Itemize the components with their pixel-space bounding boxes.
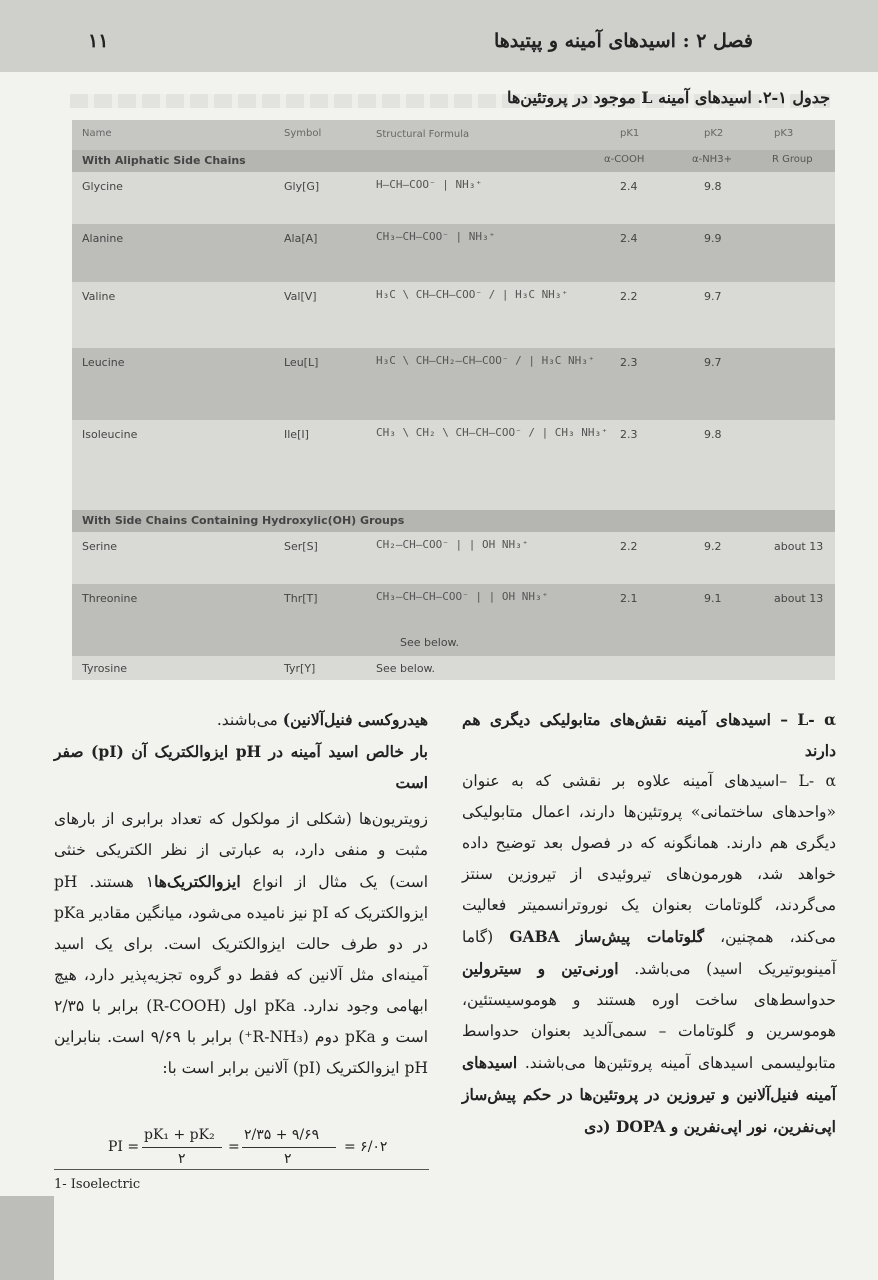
paragraph [54, 704, 428, 736]
header-name: Name [82, 128, 112, 139]
cell-pk1: 2.3 [620, 428, 638, 441]
cell-see-below: See below. [400, 636, 460, 649]
cell-pk1: 2.4 [620, 232, 638, 245]
cell-formula: CH₂—CH—COO⁻ | | OH NH₃⁺ [376, 538, 529, 551]
header-formula: Structural Formula [376, 129, 470, 140]
formula-denominator: ۲ [284, 1151, 292, 1167]
formula-numerator: pK₁ + pK₂ [144, 1127, 215, 1143]
cell-symbol: Val[V] [284, 290, 317, 303]
amino-acid-table [72, 120, 835, 680]
cell-pk1: 2.2 [620, 290, 638, 303]
cell-name: Alanine [82, 232, 124, 245]
subheader-r-group: R Group [772, 154, 813, 165]
cell-pk2: 9.8 [704, 180, 722, 193]
fraction-bar [242, 1147, 336, 1148]
text-run: می‌باشند. [216, 711, 283, 729]
page-edge-band [0, 1196, 54, 1280]
header-pk1: pK1 [620, 128, 640, 139]
table-row-valine [72, 282, 835, 348]
fraction-bar [142, 1147, 222, 1148]
cell-formula: CH₃—CH—COO⁻ | NH₃⁺ [376, 230, 496, 243]
text-run: حدواسط‌های ساخت اوره هستند و هوموسیستئین، هوموسرین و گلوتامات – سمی‌آلدید بعنوان حدواسط متابولیسمی اسیدهای آمینه پروتئین‌ها می‌باشند. [462, 991, 836, 1072]
section-heading: بار خالص اسید آمینه در pH ایزوالکتریک آن (pI) صفر است [54, 742, 428, 792]
table-caption: جدول ۱-۲. اسیدهای آمینه L موجود در پروتئین‌ها [506, 88, 830, 107]
cell-pk2: 9.7 [704, 356, 722, 369]
cell-pk1: 2.3 [620, 356, 638, 369]
formula-equals: = [228, 1139, 240, 1155]
subheader-alpha-cooh: α-COOH [604, 154, 645, 165]
cell-name: Serine [82, 540, 118, 553]
header-pk2: pK2 [704, 128, 724, 139]
cell-formula: See below. [376, 662, 436, 675]
bold-run: اسیدهای آمینه فنیل‌آلانین و تیروزین در پروتئین‌ها در حکم پیش‌ساز اپی‌نفرین، نور اپی‌نفرین و DOPA (دی [462, 1053, 836, 1136]
section-heading: L- α – اسیدهای آمینه نقش‌های متابولیکی دیگری هم دارند [462, 710, 836, 760]
cell-symbol: Tyr[Y] [284, 662, 316, 675]
left-column [54, 704, 428, 1084]
footnote: 1- Isoelectric [54, 1177, 141, 1192]
cell-symbol: Ile[I] [284, 428, 309, 441]
bold-run: گلوتامات پیش‌ساز GABA [509, 927, 705, 946]
cell-pk1: 2.1 [620, 592, 638, 605]
cell-pk1: 2.4 [620, 180, 638, 193]
cell-pk2: 9.9 [704, 232, 722, 245]
footnote-rule [54, 1169, 429, 1170]
cell-symbol: Thr[T] [284, 592, 318, 605]
cell-pk2: 9.7 [704, 290, 722, 303]
text-run: (گاما آمینوبوتیریک اسید) می‌باشد. [462, 928, 836, 978]
cell-name: Glycine [82, 180, 123, 193]
cell-pk1: 2.2 [620, 540, 638, 553]
cell-formula: CH₃—CH—CH—COO⁻ | | OH NH₃⁺ [376, 590, 549, 603]
table-row-tyrosine [72, 656, 835, 680]
cell-symbol: Ala[A] [284, 232, 318, 245]
cell-pk3: about 13 [774, 540, 824, 553]
cell-name: Threonine [82, 592, 138, 605]
table-row-alanine [72, 224, 835, 282]
cell-symbol: Ser[S] [284, 540, 318, 553]
paragraph [54, 804, 428, 1084]
text-run: L- α –اسیدهای آمینه علاوه بر نقشی که به عنوان «واحدهای ساختمانی» پروتئین‌ها دارند، اعمال متابولیکی دیگری هم دارند. همانگونه که در فصول بعد توضیح داده خواهد شد، هورمون‌های تیروئیدی از تیروزین سنتز می‌گردند، گلوتامات بعنوان یک نوروترانسمیتر فعالیت می‌کند، همچنین، [462, 772, 836, 946]
page-number: ۱۱ [88, 30, 109, 52]
bold-run: هیدروکسی فنیل‌آلانین) [282, 710, 428, 729]
formula-denominator: ۲ [178, 1151, 186, 1167]
table-row-serine [72, 532, 835, 584]
cell-pk2: 9.2 [704, 540, 722, 553]
chapter-title: فصل ۲ : اسیدهای آمینه و پپتیدها [493, 30, 753, 52]
table-header-row [72, 120, 835, 150]
text-run: ۱ هستند. pH ایزوالکتریک که pI نیز نامیده می‌شود، میانگین مقادیر pKa در دو طرف حالت ایزوالکتریک است. برای یک اسید آمینه‌ای مثل آلانین که فقط دو گروه تجزیه‌پذیر دارد، هیچ ابهامی وجود ندارد. pKa اول (R-COOH) برابر با ۲/۳۵ است و pKa دوم (R-NH₃⁺) برابر با ۹/۶۹ است. بنابراین pH ایزوالکتریک (pI) آلانین برابر است با: [54, 873, 428, 1077]
cell-formula: CH₃ \ CH₂ \ CH—CH—COO⁻ / | CH₃ NH₃⁺ [376, 426, 608, 439]
table-row-threonine [72, 584, 835, 656]
cell-pk2: 9.1 [704, 592, 722, 605]
cell-pk3: about 13 [774, 592, 824, 605]
table-row-isoleucine [72, 420, 835, 510]
cell-symbol: Gly[G] [284, 180, 320, 193]
cell-formula: H₃C \ CH—CH₂—CH—COO⁻ / | H₃C NH₃⁺ [376, 354, 595, 367]
formula-result: = ۶/۰۲ [344, 1139, 388, 1155]
table-row-glycine [72, 172, 835, 224]
cell-name: Tyrosine [82, 662, 128, 675]
paragraph [462, 766, 836, 1143]
cell-formula: H₃C \ CH—CH—COO⁻ / | H₃C NH₃⁺ [376, 288, 569, 301]
right-column [462, 704, 836, 1143]
header-symbol: Symbol [284, 128, 322, 139]
bold-run: اورنی‌تین و سیترولین [462, 959, 619, 978]
cell-symbol: Leu[L] [284, 356, 319, 369]
cell-formula: H—CH—COO⁻ | NH₃⁺ [376, 178, 482, 191]
subheader-alpha-nh3: α-NH3+ [692, 154, 732, 165]
section-title: With Side Chains Containing Hydroxylic(OH) Groups [82, 514, 405, 527]
table-row-leucine [72, 348, 835, 420]
pi-formula [108, 1125, 408, 1175]
section-title: With Aliphatic Side Chains [82, 154, 246, 167]
cell-name: Leucine [82, 356, 125, 369]
text-run: زویتریون‌ها (شکلی از مولکول که تعداد برابری از بارهای مثبت و منفی دارد، به عبارتی از نظر الکتریکی خنثی است) یک مثال از انواع [54, 810, 428, 891]
cell-name: Valine [82, 290, 116, 303]
header-pk3: pK3 [774, 128, 794, 139]
section-aliphatic [72, 150, 835, 172]
cell-name: Isoleucine [82, 428, 138, 441]
formula-numerator: ۲/۳۵ + ۹/۶۹ [244, 1127, 320, 1143]
bold-run: ایزوالکتریک‌ها [154, 872, 241, 891]
formula-lhs: PI = [108, 1139, 140, 1155]
cell-pk2: 9.8 [704, 428, 722, 441]
section-hydroxylic [72, 510, 835, 532]
